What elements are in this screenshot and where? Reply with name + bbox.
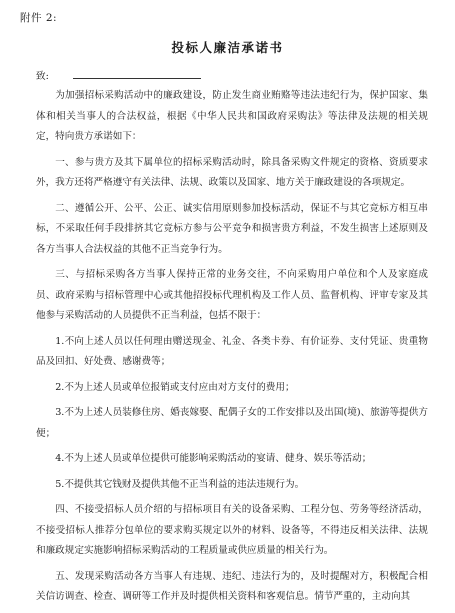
clause-3-item-2: 2.不为上述人员或单位报销或支付应由对方支付的费用； [55, 381, 295, 393]
clause-5: 五、发现采购活动各方当事人有违规、违纪、违法行为的，及时提醒对方，积极配合相关信访调查、检查、调研等工作并及时提供相关资料和客观信息。情节严重的，主动向其 [36, 570, 428, 602]
intro-paragraph: 为加强招标采购活动中的廉政建设，防止发生商业贿赂等违法违纪行为，保护国家、集体和相关当事人的合法权益，根据《中华人民共和国政府采购法》等法律及法规的相关规定，特向贵方承诺如下： [36, 90, 428, 142]
attachment-label: 附件 2: [20, 12, 58, 24]
clause-3: 三、与招标采购各方当事人保持正常的业务交往，不向采购用户单位和个人及家庭成员、政府采购与招标管理中心或其他招投标代理机构及工作人员、监督机构、评审专家及其他参与采购活动的人员提供不正当利益，包括不限于： [36, 269, 428, 321]
recipient-prefix: 致: [36, 71, 49, 82]
clause-3-item-3: 3.不为上述人员装修住房、婚丧嫁娶、配偶子女的工作安排以及出国(境)、旅游等提供方便； [36, 407, 428, 439]
clause-3-item-4: 4.不为上述人员或单位提供可能影响采购活动的宴请、健身、娱乐等活动； [55, 453, 372, 464]
recipient-blank [73, 69, 201, 79]
clause-3-item-5: 5.不提供其它钱财及提供其他不正当利益的违法违规行为。 [55, 478, 305, 490]
document-body [36, 86, 428, 613]
clause-3-item-1: 1.不向上述人员以任何理由赠送现金、礼金、各类卡券、有价证券、支付凭证、贵重物品及回扣、好处费、感谢费等； [36, 335, 428, 367]
clause-1: 一、参与贵方及其下属单位的招标采购活动时，除具备采购文件规定的资格、资质要求外，我方还将严格遵守有关法律、法规、政策以及国家、地方关于廉政建设的各项规定。 [36, 156, 428, 188]
recipient-line [36, 68, 201, 82]
page-title: 投标人廉洁承诺书 [171, 40, 284, 55]
clause-2: 二、遵循公开、公平、公正、诚实信用原则参加投标活动，保证不与其它竞标方相互串标，不采取任何手段排挤其它竞标方参与公平竞争和损害贵方利益，不发生损害上述原则及各方当事人合法权益的其他不正当竞争行为。 [36, 202, 428, 255]
clause-4: 四、不接受招标人员介绍的与招标项目有关的设备采购、工程分包、劳务等经济活动，不接受招标人推荐分包单位的要求购买规定以外的材料、设备等，不得违反相关法律、法规和廉政规定实施影响招标采购活动的工程质量或供应质量的相关行为。 [36, 504, 428, 556]
